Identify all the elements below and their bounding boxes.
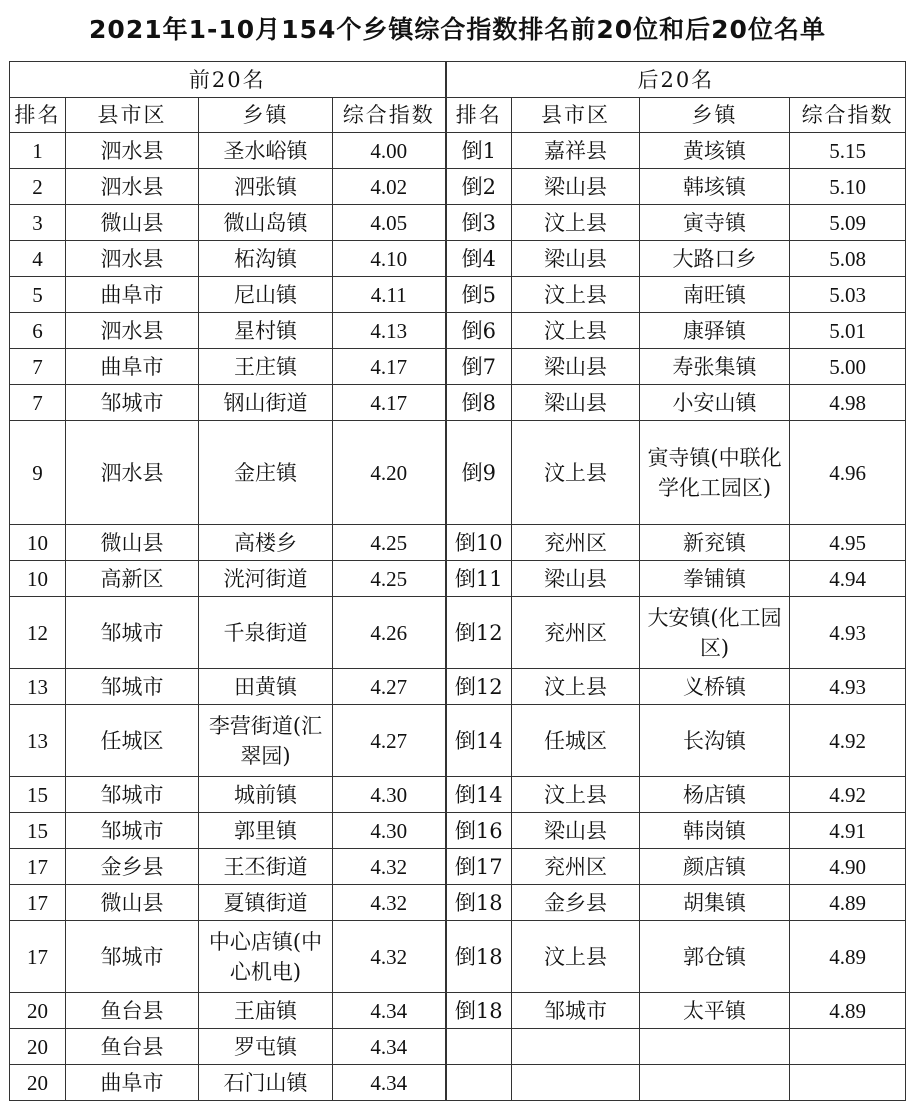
top-town-cell: 洸河街道 [199,561,333,597]
top-index-cell: 4.27 [333,705,446,777]
top-county-cell: 鱼台县 [66,1029,199,1065]
bottom-county-cell: 汶上县 [512,277,640,313]
top-county-cell: 金乡县 [66,849,199,885]
table-row [10,669,906,705]
bottom-index-cell: 4.95 [790,525,906,561]
bottom-county-cell: 梁山县 [512,813,640,849]
top-town-header: 乡镇 [199,98,333,133]
top-index-cell: 4.32 [333,885,446,921]
table-row [10,597,906,669]
bottom-town-cell [640,1029,790,1065]
bottom-index-cell: 5.03 [790,277,906,313]
top-rank-cell: 1 [10,133,66,169]
top-rank-cell: 20 [10,1029,66,1065]
bottom-index-cell: 4.93 [790,597,906,669]
top-town-cell: 郭里镇 [199,813,333,849]
bottom-index-cell: 5.09 [790,205,906,241]
bottom-town-cell: 拳铺镇 [640,561,790,597]
top-index-cell: 4.17 [333,349,446,385]
top-rank-cell: 17 [10,885,66,921]
top-rank-cell: 9 [10,421,66,525]
top-index-cell: 4.34 [333,1029,446,1065]
top-county-cell: 微山县 [66,525,199,561]
top-index-cell: 4.30 [333,813,446,849]
bottom-county-cell: 梁山县 [512,241,640,277]
top-county-cell: 邹城市 [66,921,199,993]
top-county-cell: 邹城市 [66,777,199,813]
top-rank-cell: 17 [10,921,66,993]
bottom-town-cell: 太平镇 [640,993,790,1029]
table-row [10,885,906,921]
table-row [10,1065,906,1101]
table-row [10,813,906,849]
top-county-cell: 邹城市 [66,669,199,705]
top-county-cell: 高新区 [66,561,199,597]
bottom-index-cell: 5.15 [790,133,906,169]
bottom-town-cell [640,1065,790,1101]
top-index-cell: 4.13 [333,313,446,349]
top-rank-cell: 10 [10,525,66,561]
top-group-header: 前20名 [10,62,446,98]
top-rank-cell: 10 [10,561,66,597]
bottom-town-cell: 韩岗镇 [640,813,790,849]
top-county-cell: 邹城市 [66,813,199,849]
bottom-rank-header: 排名 [446,98,512,133]
bottom-county-cell: 任城区 [512,705,640,777]
top-town-cell: 泗张镇 [199,169,333,205]
top-rank-cell: 17 [10,849,66,885]
bottom-index-cell [790,1065,906,1101]
top-rank-header: 排名 [10,98,66,133]
bottom-index-cell: 4.90 [790,849,906,885]
bottom-town-cell: 杨店镇 [640,777,790,813]
top-county-cell: 泗水县 [66,133,199,169]
bottom-county-cell: 汶上县 [512,313,640,349]
bottom-rank-cell [446,1029,512,1065]
top-index-cell: 4.26 [333,597,446,669]
bottom-rank-cell [446,1065,512,1101]
bottom-town-cell: 义桥镇 [640,669,790,705]
top-town-cell: 王庙镇 [199,993,333,1029]
table-body [10,62,906,1101]
top-town-cell: 圣水峪镇 [199,133,333,169]
table-row [10,993,906,1029]
table-row [10,921,906,993]
bottom-rank-cell: 倒12 [446,597,512,669]
top-rank-cell: 3 [10,205,66,241]
bottom-county-cell: 汶上县 [512,669,640,705]
bottom-index-cell: 4.94 [790,561,906,597]
bottom-county-cell: 梁山县 [512,169,640,205]
bottom-rank-cell: 倒12 [446,669,512,705]
top-town-cell: 柘沟镇 [199,241,333,277]
top-rank-cell: 6 [10,313,66,349]
top-county-cell: 泗水县 [66,241,199,277]
table-row [10,277,906,313]
bottom-rank-cell: 倒18 [446,921,512,993]
top-index-cell: 4.27 [333,669,446,705]
bottom-rank-cell: 倒17 [446,849,512,885]
bottom-town-cell: 新兖镇 [640,525,790,561]
bottom-town-cell: 南旺镇 [640,277,790,313]
bottom-county-cell: 汶上县 [512,921,640,993]
bottom-rank-cell: 倒11 [446,561,512,597]
top-rank-cell: 13 [10,669,66,705]
bottom-county-cell: 汶上县 [512,205,640,241]
table-row [10,849,906,885]
top-county-cell: 微山县 [66,885,199,921]
group-header-row [10,62,906,98]
top-index-cell: 4.11 [333,277,446,313]
top-index-cell: 4.20 [333,421,446,525]
top-rank-cell: 12 [10,597,66,669]
bottom-county-cell [512,1029,640,1065]
bottom-county-cell: 兖州区 [512,849,640,885]
top-town-cell: 钢山街道 [199,385,333,421]
bottom-index-cell: 5.08 [790,241,906,277]
top-rank-cell: 4 [10,241,66,277]
top-index-cell: 4.00 [333,133,446,169]
top-county-cell: 曲阜市 [66,277,199,313]
bottom-county-cell: 梁山县 [512,385,640,421]
table-row [10,385,906,421]
bottom-town-cell: 小安山镇 [640,385,790,421]
table-row [10,133,906,169]
top-rank-cell: 7 [10,385,66,421]
column-header-row [10,98,906,133]
top-index-cell: 4.32 [333,849,446,885]
top-index-cell: 4.25 [333,525,446,561]
bottom-index-cell: 4.92 [790,777,906,813]
bottom-rank-cell: 倒14 [446,705,512,777]
top-county-cell: 泗水县 [66,169,199,205]
top-rank-cell: 7 [10,349,66,385]
bottom-county-cell: 兖州区 [512,525,640,561]
bottom-town-cell: 寅寺镇 [640,205,790,241]
top-rank-cell: 13 [10,705,66,777]
top-town-cell: 尼山镇 [199,277,333,313]
bottom-town-cell: 大安镇(化工园区) [640,597,790,669]
bottom-county-cell: 梁山县 [512,561,640,597]
top-town-cell: 千泉街道 [199,597,333,669]
top-county-cell: 邹城市 [66,597,199,669]
table-row [10,421,906,525]
top-index-cell: 4.10 [333,241,446,277]
top-index-cell: 4.17 [333,385,446,421]
bottom-county-cell: 嘉祥县 [512,133,640,169]
top-town-cell: 田黄镇 [199,669,333,705]
top-county-cell: 任城区 [66,705,199,777]
bottom-rank-cell: 倒1 [446,133,512,169]
top-town-cell: 中心店镇(中心机电) [199,921,333,993]
top-county-cell: 曲阜市 [66,1065,199,1101]
top-index-cell: 4.30 [333,777,446,813]
table-row [10,241,906,277]
bottom-county-header: 县市区 [512,98,640,133]
top-rank-cell: 20 [10,993,66,1029]
top-index-cell: 4.05 [333,205,446,241]
bottom-town-header: 乡镇 [640,98,790,133]
top-town-cell: 微山岛镇 [199,205,333,241]
bottom-town-cell: 寅寺镇(中联化学化工园区) [640,421,790,525]
bottom-index-cell: 4.93 [790,669,906,705]
page-title: 2021年1-10月154个乡镇综合指数排名前20位和后20位名单 [89,15,826,44]
top-index-cell: 4.34 [333,1065,446,1101]
top-town-cell: 夏镇街道 [199,885,333,921]
bottom-town-cell: 大路口乡 [640,241,790,277]
bottom-county-cell [512,1065,640,1101]
top-town-cell: 李营街道(汇翠园) [199,705,333,777]
top-index-header: 综合指数 [333,98,446,133]
bottom-town-cell: 韩垓镇 [640,169,790,205]
top-town-cell: 星村镇 [199,313,333,349]
bottom-rank-cell: 倒10 [446,525,512,561]
bottom-rank-cell: 倒18 [446,993,512,1029]
table-row [10,349,906,385]
bottom-town-cell: 康驿镇 [640,313,790,349]
bottom-index-header: 综合指数 [790,98,906,133]
top-rank-cell: 15 [10,777,66,813]
bottom-index-cell: 4.89 [790,921,906,993]
bottom-town-cell: 胡集镇 [640,885,790,921]
bottom-town-cell: 黄垓镇 [640,133,790,169]
ranking-table [9,61,906,1101]
table-row [10,705,906,777]
bottom-rank-cell: 倒3 [446,205,512,241]
top-rank-cell: 15 [10,813,66,849]
table-row [10,1029,906,1065]
bottom-town-cell: 长沟镇 [640,705,790,777]
top-county-cell: 泗水县 [66,421,199,525]
top-index-cell: 4.32 [333,921,446,993]
bottom-county-cell: 汶上县 [512,421,640,525]
top-town-cell: 王丕街道 [199,849,333,885]
bottom-rank-cell: 倒4 [446,241,512,277]
top-county-cell: 邹城市 [66,385,199,421]
bottom-index-cell: 4.89 [790,885,906,921]
bottom-rank-cell: 倒16 [446,813,512,849]
bottom-county-cell: 梁山县 [512,349,640,385]
table-row [10,561,906,597]
top-town-cell: 罗屯镇 [199,1029,333,1065]
top-town-cell: 金庄镇 [199,421,333,525]
top-county-cell: 鱼台县 [66,993,199,1029]
bottom-rank-cell: 倒18 [446,885,512,921]
bottom-index-cell: 4.96 [790,421,906,525]
bottom-rank-cell: 倒7 [446,349,512,385]
bottom-group-header: 后20名 [446,62,906,98]
bottom-county-cell: 兖州区 [512,597,640,669]
bottom-rank-cell: 倒2 [446,169,512,205]
top-county-cell: 微山县 [66,205,199,241]
top-index-cell: 4.25 [333,561,446,597]
top-town-cell: 高楼乡 [199,525,333,561]
bottom-index-cell: 4.89 [790,993,906,1029]
top-town-cell: 王庄镇 [199,349,333,385]
top-county-cell: 泗水县 [66,313,199,349]
top-index-cell: 4.34 [333,993,446,1029]
table-row [10,205,906,241]
bottom-county-cell: 邹城市 [512,993,640,1029]
bottom-index-cell [790,1029,906,1065]
bottom-rank-cell: 倒9 [446,421,512,525]
bottom-town-cell: 寿张集镇 [640,349,790,385]
bottom-rank-cell: 倒6 [446,313,512,349]
bottom-index-cell: 5.10 [790,169,906,205]
bottom-town-cell: 郭仓镇 [640,921,790,993]
bottom-index-cell: 4.98 [790,385,906,421]
bottom-rank-cell: 倒14 [446,777,512,813]
bottom-index-cell: 5.01 [790,313,906,349]
table-row [10,777,906,813]
top-index-cell: 4.02 [333,169,446,205]
bottom-index-cell: 4.91 [790,813,906,849]
top-county-header: 县市区 [66,98,199,133]
bottom-county-cell: 汶上县 [512,777,640,813]
table-row [10,525,906,561]
top-rank-cell: 20 [10,1065,66,1101]
bottom-county-cell: 金乡县 [512,885,640,921]
bottom-rank-cell: 倒8 [446,385,512,421]
top-county-cell: 曲阜市 [66,349,199,385]
bottom-town-cell: 颜店镇 [640,849,790,885]
bottom-rank-cell: 倒5 [446,277,512,313]
top-rank-cell: 5 [10,277,66,313]
bottom-index-cell: 4.92 [790,705,906,777]
bottom-index-cell: 5.00 [790,349,906,385]
top-town-cell: 石门山镇 [199,1065,333,1101]
table-row [10,169,906,205]
top-rank-cell: 2 [10,169,66,205]
top-town-cell: 城前镇 [199,777,333,813]
table-row [10,313,906,349]
